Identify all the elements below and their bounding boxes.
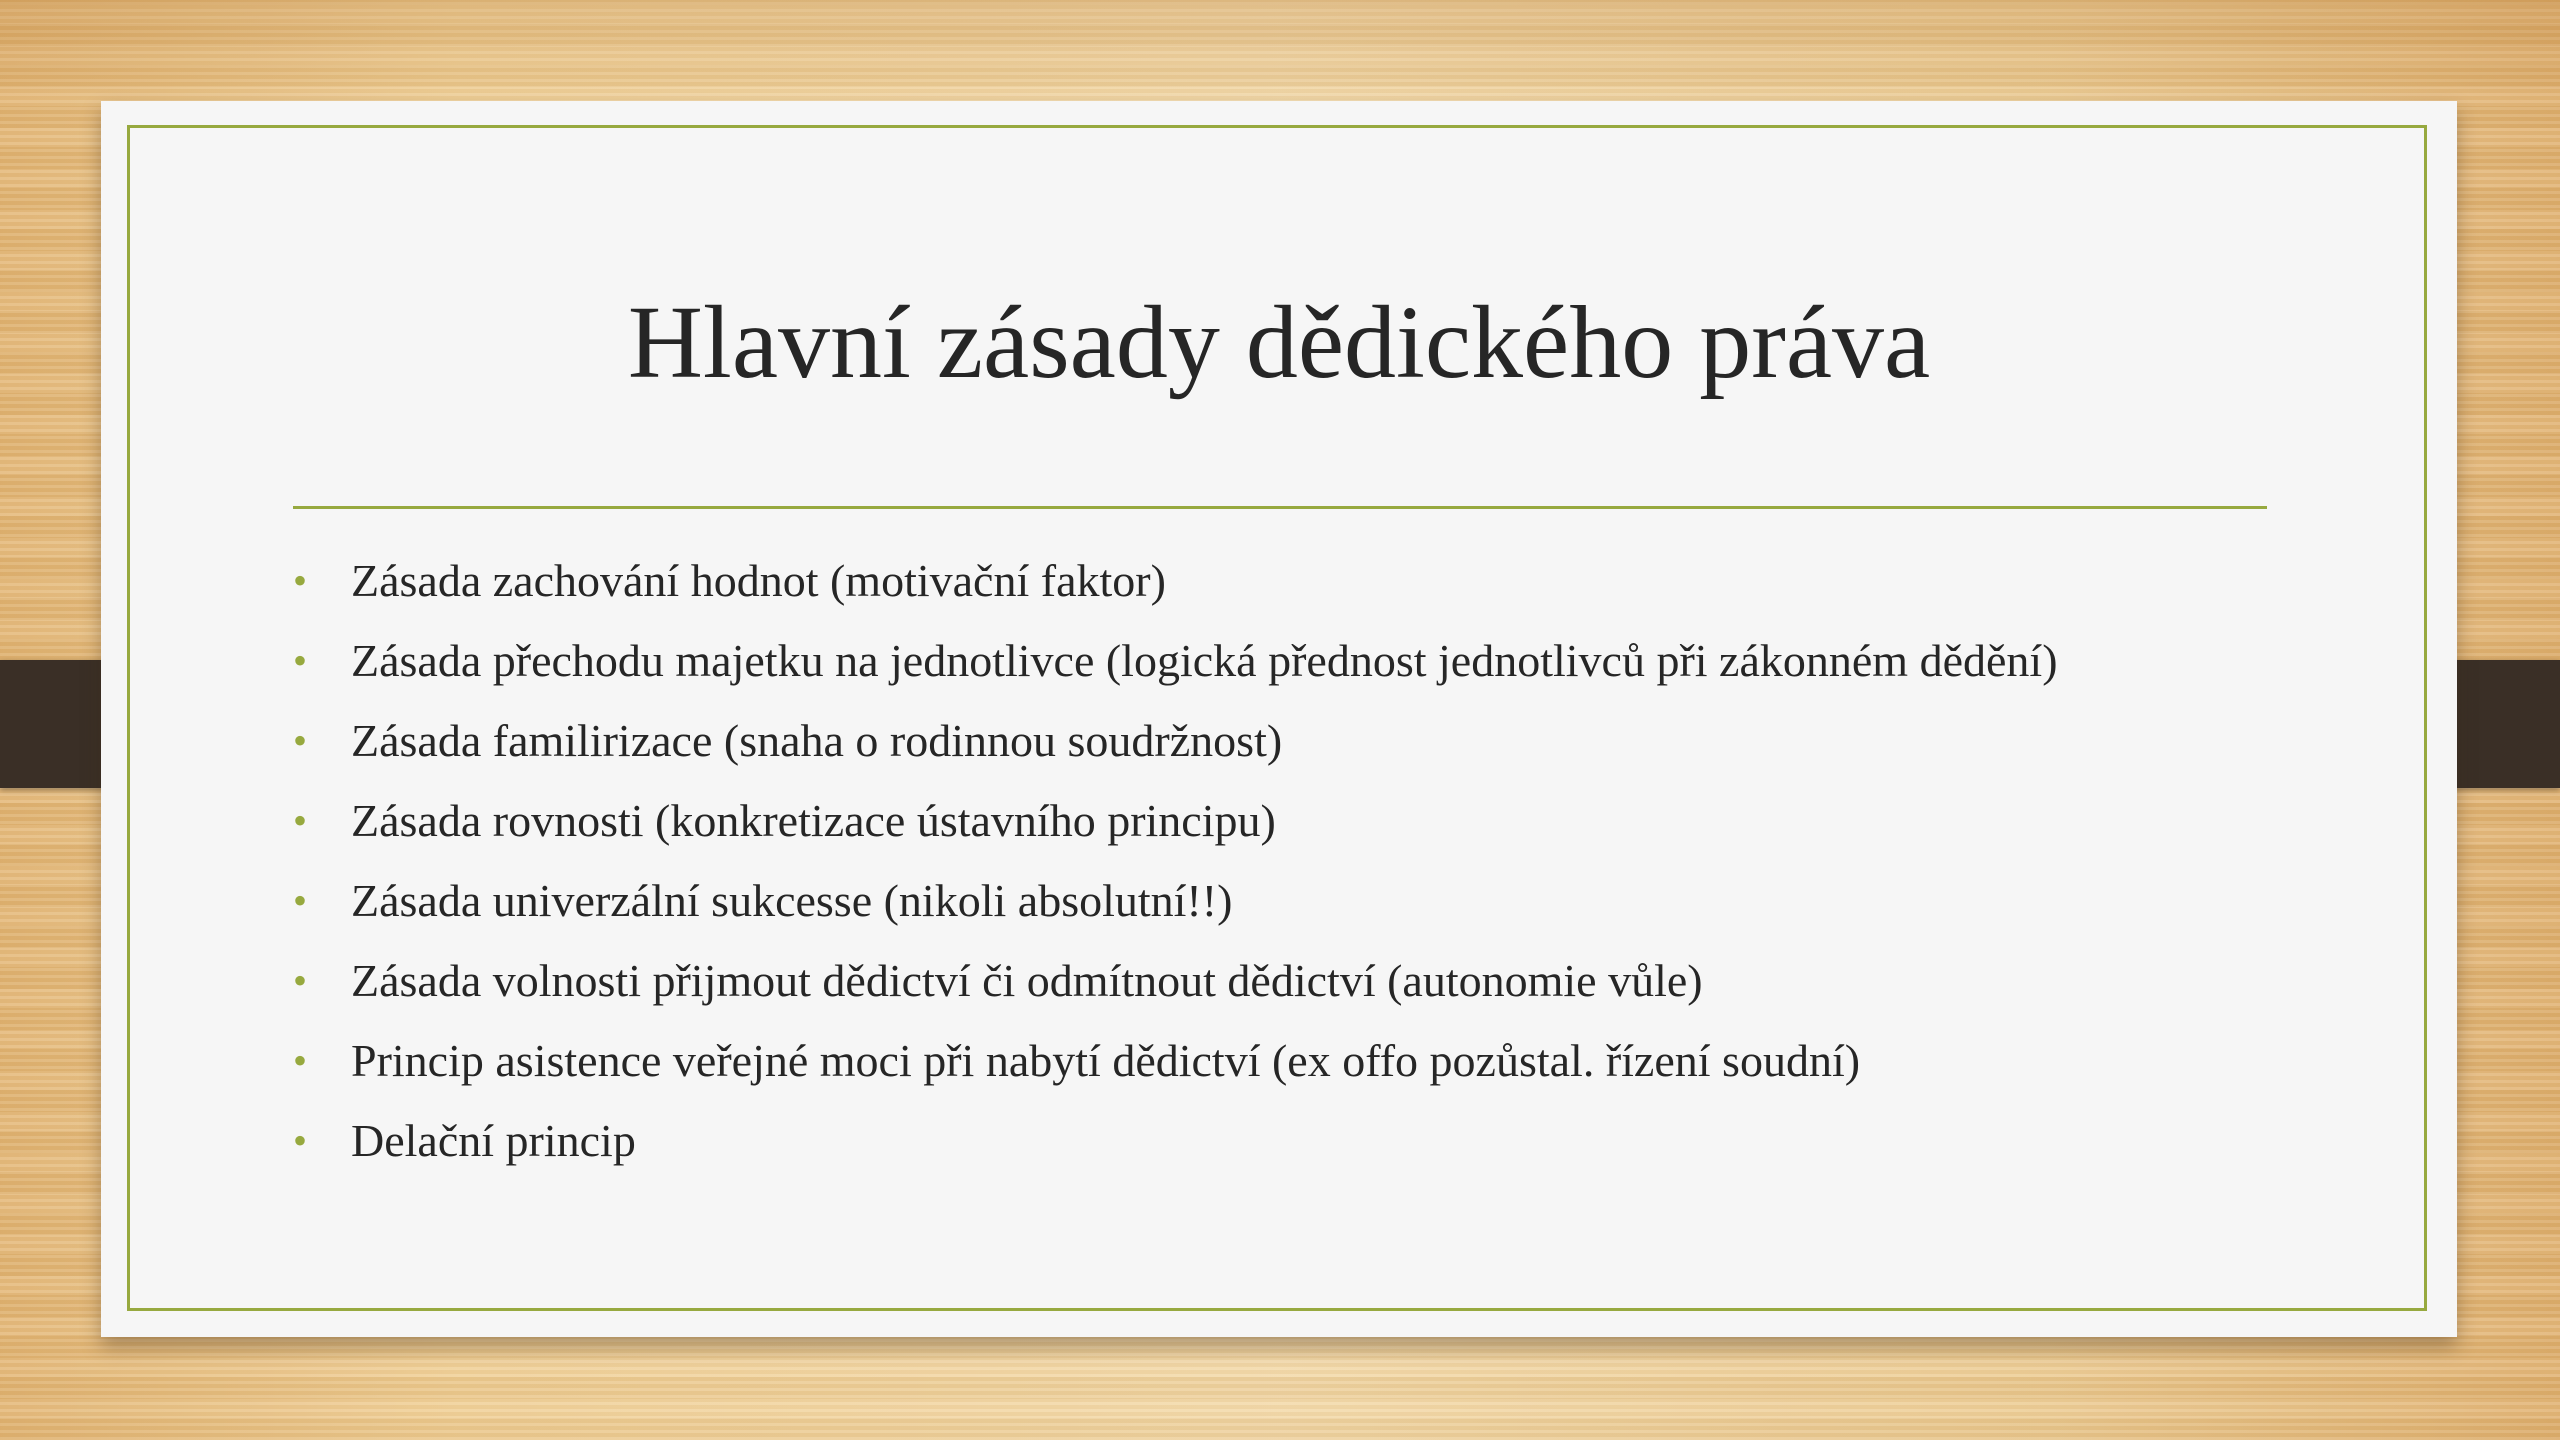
slide-title: Hlavní zásady dědického práva [627,285,1931,400]
bullet-text: Zásada univerzální sukcesse (nikoli absolutní!!) [351,875,1233,926]
bullet-item [291,781,2058,861]
bullet-dot-icon: • [293,1118,308,1163]
bullet-item [291,701,2058,781]
wood-background [0,0,2560,100]
bullet-text: Delační princip [351,1115,636,1166]
bullet-dot-icon: • [293,638,308,683]
bullet-dot-icon: • [293,1038,308,1083]
bullet-item [291,861,2058,941]
bullet-dot-icon: • [293,558,308,603]
bullet-item [291,541,2058,621]
bullet-item [291,1021,2058,1101]
bullet-list [291,541,2058,1181]
bullet-text: Zásada rovnosti (konkretizace ústavního principu) [351,795,1276,846]
bullet-text: Princip asistence veřejné moci při nabytí dědictví (ex offo pozůstal. řízení soudní) [351,1035,1861,1086]
bullet-text: Zásada familirizace (snaha o rodinnou soudržnost) [351,715,1283,766]
bullet-dot-icon: • [293,718,308,763]
bullet-item [291,621,2058,701]
title-underline-rule [293,506,2267,509]
bullet-text: Zásada volnosti přijmout dědictví či odmítnout dědictví (autonomie vůle) [351,955,1703,1006]
bullet-dot-icon: • [293,798,308,843]
bullet-item [291,1101,2058,1181]
bullet-item [291,941,2058,1021]
bullet-text: Zásada zachování hodnot (motivační faktor) [351,555,1166,606]
bullet-dot-icon: • [293,878,308,923]
bullet-dot-icon: • [293,958,308,1003]
bullet-text: Zásada přechodu majetku na jednotlivce (logická přednost jednotlivců při zákonném dědění) [351,635,2058,686]
slide [101,101,2457,1337]
